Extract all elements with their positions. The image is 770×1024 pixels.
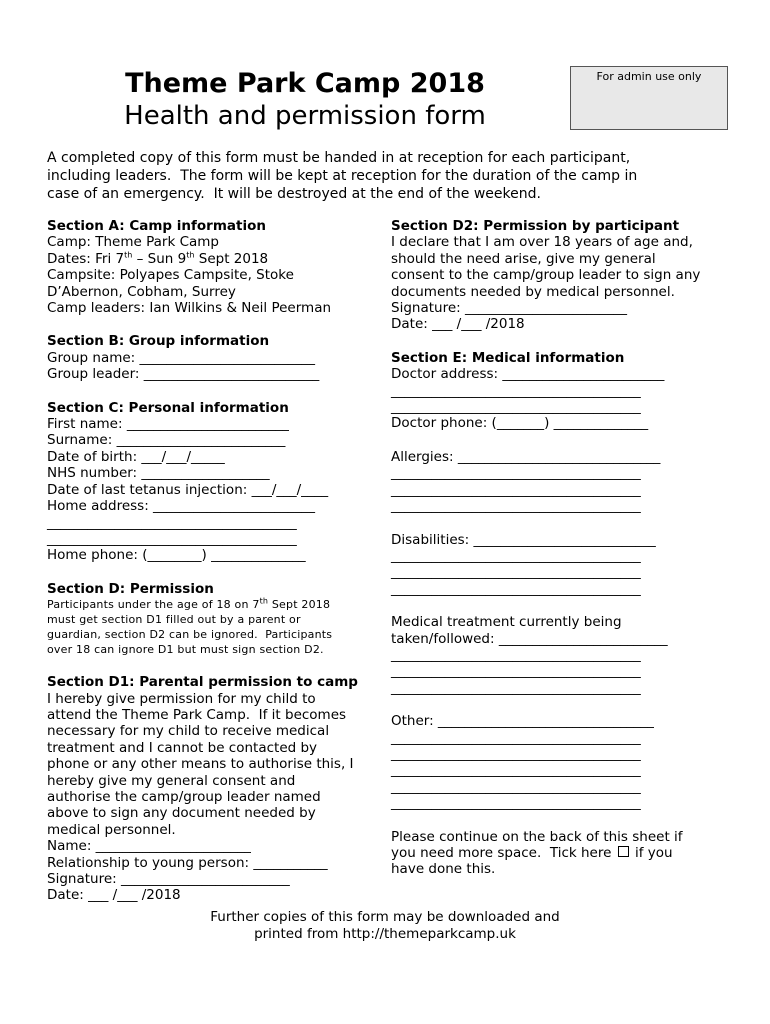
home-phone-field[interactable]: Home phone: (________) ______________ [47,547,306,564]
intro-line: including leaders. The form will be kept at reception for the duration of the camp in [47,168,638,184]
dates-sup: th [186,250,195,260]
section-d-text: must get section D1 filled out by a parent or [47,613,301,627]
continue-note-prefix: you need more space. Tick here [391,845,612,861]
allergies-line[interactable]: _____________________________________ [391,481,641,498]
section-d1-text: medical personnel. [47,821,176,838]
section-d1-heading: Section D1: Parental permission to camp [47,674,358,691]
left-column [47,218,382,904]
first-name-field[interactable]: First name: ________________________ [47,416,289,433]
admin-use-box [570,66,728,130]
section-d-suffix: Sept 2018 [268,598,331,612]
home-address-line[interactable]: _____________________________________ [47,514,297,531]
other-line[interactable]: _____________________________________ [391,745,641,762]
section-d-prefix: Participants under the age of 18 on 7 [47,598,260,612]
home-address-field[interactable]: Home address: ________________________ [47,498,316,515]
surname-field[interactable]: Surname: _________________________ [47,432,286,449]
group-name-field[interactable]: Group name: __________________________ [47,349,316,366]
footer-line: printed from http://themeparkcamp.uk [254,926,516,942]
footer-note [100,909,670,943]
footer-line: Further copies of this form may be downloaded and [210,909,560,925]
section-d-sup: th [259,596,269,606]
participant-date-field[interactable]: Date: ___ /___ /2018 [391,316,525,333]
treatment-line[interactable]: _____________________________________ [391,663,641,680]
section-d1-text: necessary for my child to receive medical [47,723,330,740]
section-d-text: guardian, section D2 can be ignored. Participants [47,628,333,642]
checkbox-icon[interactable] [618,846,629,857]
section-d2-text: I declare that I am over 18 years of age and, [391,234,693,251]
section-d1-text: authorise the camp/group leader named [47,788,321,805]
continue-note-line [391,845,726,861]
parent-date-field[interactable]: Date: ___ /___ /2018 [47,887,181,904]
participant-signature-field[interactable]: Signature: ________________________ [391,300,627,317]
disabilities-line[interactable]: _____________________________________ [391,580,641,597]
section-d1-text: treatment and I cannot be contacted by [47,739,318,756]
section-d-text [47,597,382,612]
continue-note-line: Please continue on the back of this sheet if [391,828,683,845]
section-d1-text: hereby give my general consent and [47,772,296,789]
campsite-line: Campsite: Polyapes Campsite, Stoke [47,267,294,284]
intro-line: A completed copy of this form must be handed in at reception for each participant, [47,150,631,166]
allergies-line[interactable]: _____________________________________ [391,465,641,482]
parent-signature-field[interactable]: Signature: _________________________ [47,871,290,887]
section-d1-text: I hereby give permission for my child to [47,690,316,707]
section-d2 [391,218,726,333]
campsite-line: D’Abernon, Cobham, Surrey [47,283,236,300]
disabilities-field[interactable]: Disabilities: ___________________________ [391,531,656,548]
intro-paragraph [47,149,727,203]
section-d [47,581,382,657]
doctor-address-field[interactable]: Doctor address: ________________________ [391,366,665,383]
camp-name: Camp: Theme Park Camp [47,234,219,251]
section-c-heading: Section C: Personal information [47,399,289,416]
group-leader-field[interactable]: Group leader: __________________________ [47,366,320,383]
section-d2-heading: Section D2: Permission by participant [391,218,680,234]
section-d-text: over 18 can ignore D1 but must sign section D2. [47,643,324,657]
treatment-line[interactable]: _____________________________________ [391,646,641,663]
page-title: Theme Park Camp 2018 [125,68,485,99]
treatment-field[interactable]: taken/followed: _________________________ [391,630,668,647]
doctor-phone-field[interactable]: Doctor phone: (_______) ______________ [391,415,649,432]
continue-note-suffix: if you [630,845,673,861]
tetanus-date-field[interactable]: Date of last tetanus injection: ___/___/____ [47,481,329,498]
disabilities-line[interactable]: _____________________________________ [391,547,641,564]
section-d2-text: documents needed by medical personnel. [391,283,675,300]
dates-prefix: Dates: Fri 7 [47,250,125,267]
treatment-label: Medical treatment currently being [391,614,622,631]
parent-name-field[interactable]: Name: _______________________ [47,838,251,855]
intro-line: case of an emergency. It will be destroyed at the end of the weekend. [47,186,541,202]
dob-field[interactable]: Date of birth: ___/___/_____ [47,448,225,465]
doctor-address-line[interactable]: _____________________________________ [391,399,641,416]
disabilities-line[interactable]: _____________________________________ [391,564,641,581]
allergies-field[interactable]: Allergies: ______________________________ [391,448,661,465]
section-d2-text: consent to the camp/group leader to sign any [391,267,701,284]
nhs-number-field[interactable]: NHS number: ___________________ [47,465,270,482]
section-d2-text: should the need arise, give my general [391,250,656,267]
section-d1-text: attend the Theme Park Camp. If it becomes [47,706,347,723]
other-line[interactable]: _____________________________________ [391,729,641,746]
section-a-heading: Section A: Camp information [47,218,266,234]
camp-leaders: Camp leaders: Ian Wilkins & Neil Peerman [47,300,332,317]
section-d1-text: phone or any other means to authorise this, I [47,756,354,773]
section-d1-text: above to sign any document needed by [47,805,316,822]
section-a [47,218,382,316]
admin-box-label: For admin use only [596,70,702,83]
other-line[interactable]: _____________________________________ [391,778,641,795]
right-column [391,218,726,878]
continue-note [391,829,726,878]
dates-sup: th [124,250,133,260]
section-b-heading: Section B: Group information [47,333,270,350]
camp-dates [47,251,382,267]
home-address-line[interactable]: _____________________________________ [47,530,297,547]
section-e-heading: Section E: Medical information [391,349,625,366]
doctor-address-line[interactable]: _____________________________________ [391,382,641,399]
section-d1 [47,674,382,904]
allergies-line[interactable]: _____________________________________ [391,498,641,515]
relationship-field[interactable]: Relationship to young person: ___________ [47,854,328,871]
other-line[interactable]: _____________________________________ [391,762,641,779]
dates-suffix: Sept 2018 [194,250,269,267]
other-line[interactable]: _____________________________________ [391,795,641,812]
section-e [391,350,726,812]
section-b [47,333,382,382]
section-d-heading: Section D: Permission [47,580,214,597]
other-field[interactable]: Other: ________________________________ [391,713,654,730]
continue-note-line: have done this. [391,861,496,878]
page-subtitle: Health and permission form [124,101,486,131]
dates-mid: – Sun 9 [132,250,187,267]
section-c [47,400,382,564]
treatment-line[interactable]: _____________________________________ [391,679,641,696]
